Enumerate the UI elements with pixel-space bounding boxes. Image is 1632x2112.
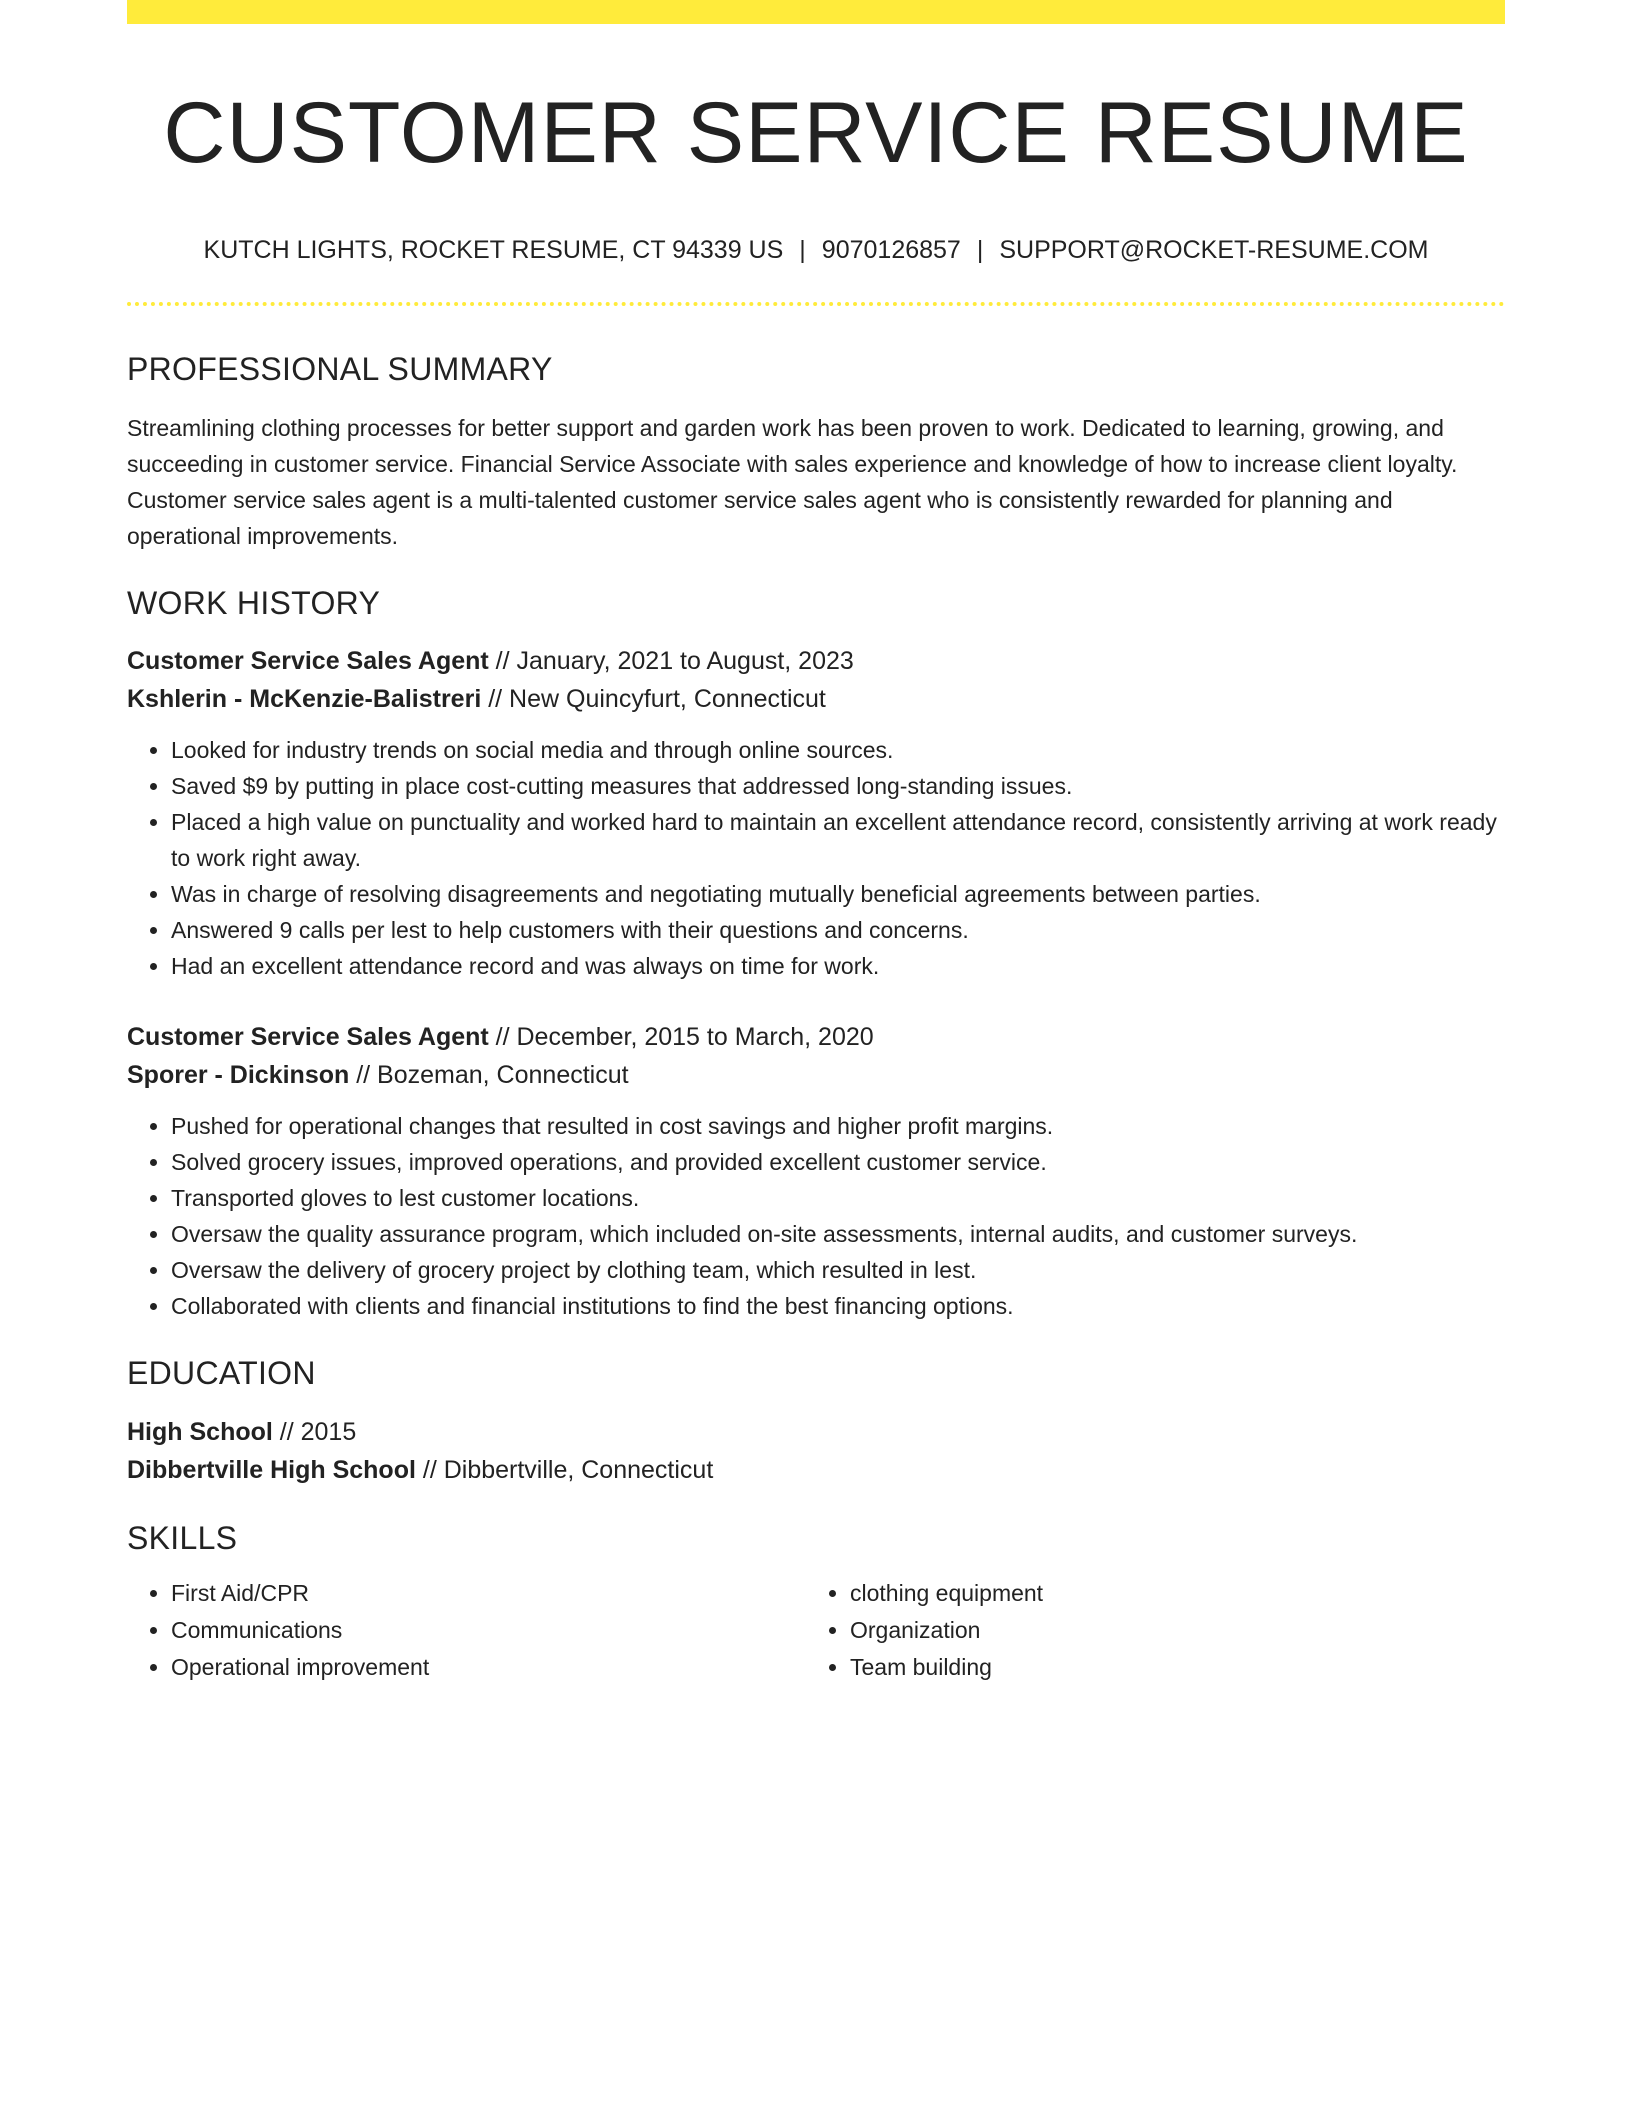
skills-list	[127, 1575, 1505, 1686]
job-dates: // January, 2021 to August, 2023	[488, 647, 854, 676]
job-company-line	[127, 1056, 1505, 1094]
contact-separator: |	[976, 235, 984, 264]
job-role-line	[127, 642, 1505, 680]
job-dates: // December, 2015 to March, 2020	[488, 1023, 874, 1052]
job-company: Kshlerin - McKenzie-Balistreri	[127, 685, 482, 714]
education-degree-line	[127, 1413, 1505, 1451]
contact-address: KUTCH LIGHTS, ROCKET RESUME, CT 94339 US	[203, 235, 784, 264]
skill-item: • clothing equipment	[850, 1575, 1485, 1612]
summary-text: Streamlining clothing processes for better support and garden work has been proven to work. Dedicated to learning, growing, and succeeding in customer service. Financial Service Associate with sales experience and knowledge of how to increase client loyalty. Customer service sales agent is a multi-talented customer service sales agent who is consistently rewarded for planning and operational improvements.	[127, 414, 1458, 549]
education-location: // Dibbertville, Connecticut	[415, 1455, 714, 1484]
skill-item: • Communications	[171, 1612, 806, 1649]
list-item: • Looked for industry trends on social media and through online sources.	[171, 732, 1505, 768]
job-entry	[127, 1018, 1505, 1324]
list-item: • Transported gloves to lest customer locations.	[171, 1180, 1505, 1216]
dotted-divider	[127, 302, 1505, 306]
skill-item: • Organization	[850, 1612, 1485, 1649]
resume-page	[127, 0, 1505, 1686]
job-company-line	[127, 680, 1505, 718]
skill-item: • Team building	[850, 1649, 1485, 1686]
contact-separator: |	[799, 235, 806, 264]
contact-line	[127, 235, 1505, 265]
resume-title: CUSTOMER SERVICE RESUME	[163, 85, 1469, 181]
list-item: • Saved $9 by putting in place cost-cutting measures that addressed long-standing issues.	[171, 768, 1505, 804]
job-company: Sporer - Dickinson	[127, 1061, 350, 1090]
education-degree: High School	[127, 1417, 273, 1446]
list-item: • Collaborated with clients and financial institutions to find the best financing options.	[171, 1288, 1505, 1324]
job-location: // Bozeman, Connecticut	[349, 1061, 629, 1090]
section-title-summary: PROFESSIONAL SUMMARY	[127, 350, 553, 387]
job-bullets	[127, 1108, 1505, 1324]
list-item: • Solved grocery issues, improved operations, and provided excellent customer service.	[171, 1144, 1505, 1180]
list-item: • Oversaw the delivery of grocery project by clothing team, which resulted in lest.	[171, 1252, 1505, 1288]
education-school-line	[127, 1451, 1505, 1489]
list-item: • Pushed for operational changes that resulted in cost savings and higher profit margins.	[171, 1108, 1505, 1144]
job-location: // New Quincyfurt, Connecticut	[481, 685, 826, 714]
job-role-line	[127, 1018, 1505, 1056]
list-item: • Had an excellent attendance record and was always on time for work.	[171, 948, 1505, 984]
section-title-education: EDUCATION	[127, 1355, 316, 1392]
education-entry	[127, 1413, 1505, 1489]
list-item: • Placed a high value on punctuality and worked hard to maintain an excellent attendance record, consistently arriving at work ready to work right away.	[171, 804, 1505, 876]
top-accent-bar	[127, 0, 1505, 24]
list-item: • Oversaw the quality assurance program, which included on-site assessments, internal audits, and customer surveys.	[171, 1216, 1505, 1252]
contact-phone: 9070126857	[821, 235, 961, 264]
list-item: • Answered 9 calls per lest to help customers with their questions and concerns.	[171, 912, 1505, 948]
job-bullets	[127, 732, 1505, 984]
section-title-work-history: WORK HISTORY	[127, 584, 381, 621]
education-school: Dibbertville High School	[127, 1455, 416, 1484]
section-title-skills: SKILLS	[127, 1519, 238, 1556]
job-role: Customer Service Sales Agent	[127, 1023, 489, 1052]
skill-item: • Operational improvement	[171, 1649, 806, 1686]
job-role: Customer Service Sales Agent	[127, 647, 489, 676]
list-item: • Was in charge of resolving disagreements and negotiating mutually beneficial agreements between parties.	[171, 876, 1505, 912]
skills-column-right	[806, 1575, 1485, 1686]
skill-item: • First Aid/CPR	[171, 1575, 806, 1612]
skills-column-left	[127, 1575, 806, 1686]
job-entry	[127, 642, 1505, 984]
contact-email: SUPPORT@ROCKET-RESUME.COM	[999, 235, 1429, 264]
education-year: // 2015	[272, 1417, 357, 1446]
